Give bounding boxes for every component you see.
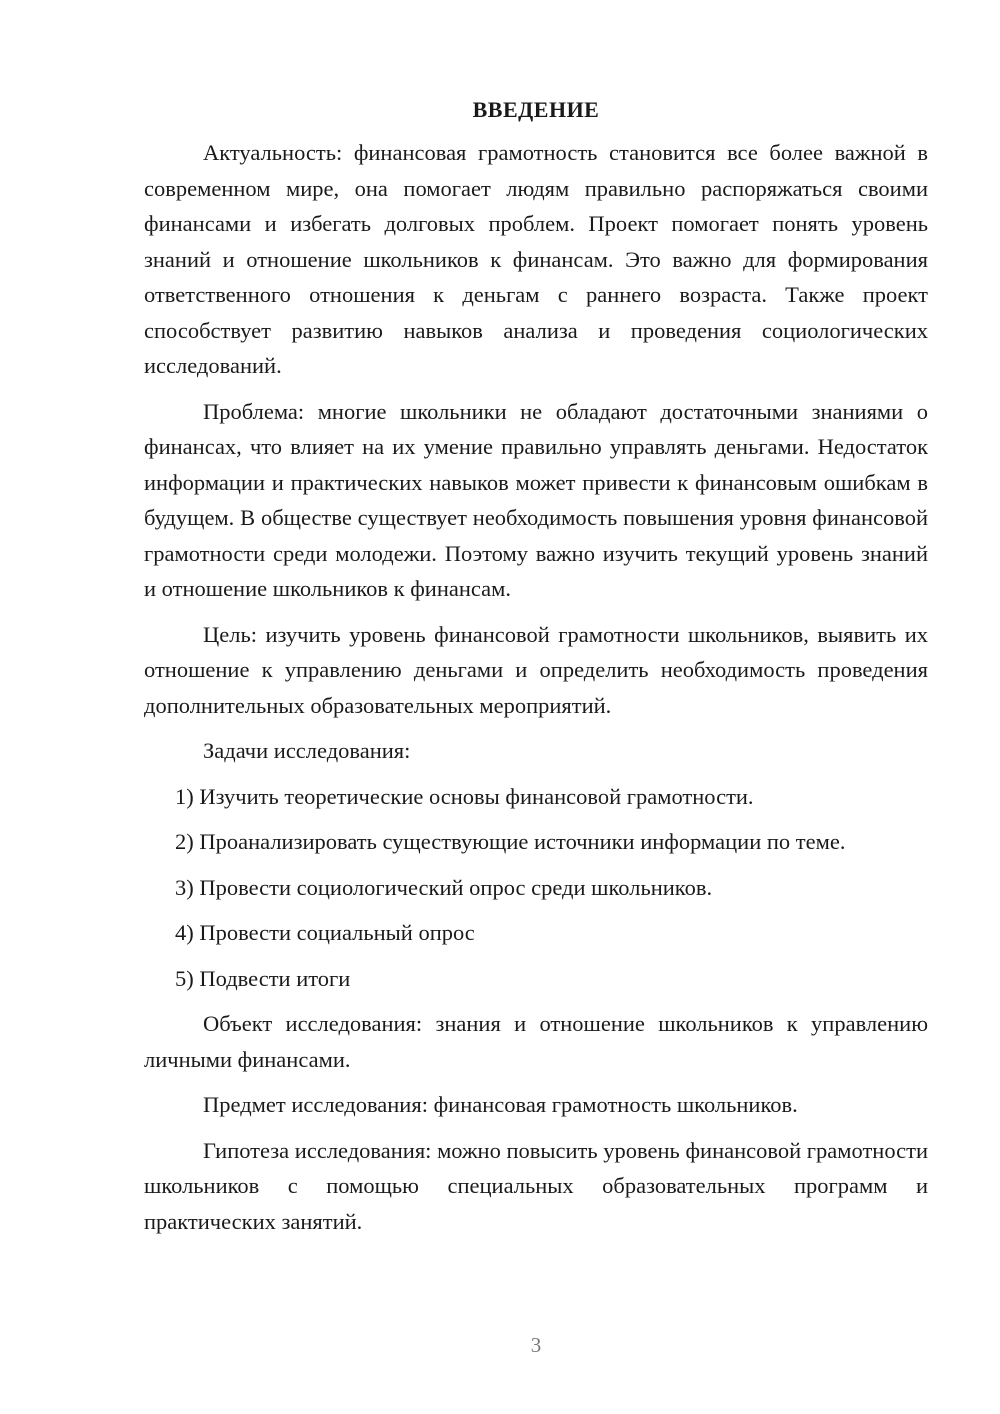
paragraph-relevance: Актуальность: финансовая грамотность становится все более важной в современном мире, она помогает людям правильно распоряжаться своими финансами и избегать долговых проблем. Проект помогает понять уровень знаний и отношение школьников к финансам. Это важно для формирования ответственного отношения к деньгам с раннего возраста. Также проект способствует развитию навыков анализа и проведения социологических исследований. — [144, 140, 928, 378]
paragraph-hypothesis: Гипотеза исследования: можно повысить уровень финансовой грамотности школьников с помощью специальных образовательных программ и практических занятий. — [144, 1137, 928, 1234]
task-item: 4) Провести социальный опрос — [175, 920, 475, 945]
task-item: 5) Подвести итоги — [175, 965, 351, 991]
page-number: 3 — [530, 1333, 542, 1357]
paragraph-subject: Предмет исследования: финансовая грамотность школьников. — [203, 1092, 798, 1117]
paragraph-problem: Проблема: многие школьники не обладают достаточными знаниями о финансах, что влияет на их умение правильно управлять деньгами. Недостаток информации и практических навыков может привести к финансовым ошибкам в будущем. В обществе существует необходимость повышения уровня финансовой грамотности среди молодежи. Поэтому важно изучить текущий уровень знаний и отношение школьников к финансам. — [144, 398, 928, 601]
tasks-list — [144, 779, 928, 997]
document-title: ВВЕДЕНИЕ — [472, 97, 600, 122]
task-item: 1) Изучить теоретические основы финансовой грамотности. — [175, 783, 754, 809]
paragraph-goal: Цель: изучить уровень финансовой грамотности школьников, выявить их отношение к управлению деньгами и определить необходимость проведения дополнительных образовательных мероприятий. — [144, 621, 928, 718]
task-item: 2) Проанализировать существующие источники информации по теме. — [175, 829, 846, 854]
task-item: 3) Провести социологический опрос среди школьников. — [175, 874, 713, 900]
tasks-label: Задачи исследования: — [203, 738, 411, 763]
paragraph-object: Объект исследования: знания и отношение школьников к управлению личными финансами. — [144, 1011, 928, 1072]
document-page — [144, 95, 928, 1249]
